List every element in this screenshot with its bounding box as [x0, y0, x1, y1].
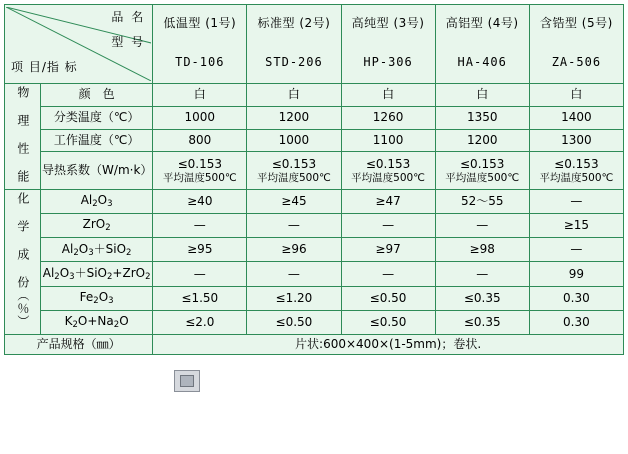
cell-color-1: 白 [153, 84, 247, 107]
column-header-code-4: HA-406 [457, 55, 507, 69]
specification-table [4, 4, 624, 355]
cell-color-4: 白 [435, 84, 529, 107]
column-header-name-2: 标准型 (2号) [257, 16, 331, 30]
cell-k2o-na2o-1: ≤2.0 [153, 310, 247, 334]
table-row [5, 106, 624, 129]
cell-fe2o3-1: ≤1.50 [153, 286, 247, 310]
cell-k2o-na2o-3: ≤0.50 [341, 310, 435, 334]
category-chemical [5, 190, 41, 335]
column-header-code-5: ZA-506 [551, 55, 602, 69]
cell-al2o3-sio2-3: ≥97 [341, 238, 435, 262]
cell-k2o-na2o-4: ≤0.35 [435, 310, 529, 334]
cell-classification-temp-1: 1000 [153, 106, 247, 129]
table-row [5, 286, 624, 310]
cell-color-3: 白 [341, 84, 435, 107]
cell-working-temp-1: 800 [153, 129, 247, 152]
cell-zro2-2: — [247, 214, 341, 238]
table-row [5, 238, 624, 262]
cell-al2o3-3: ≥47 [341, 190, 435, 214]
row-label-fe2o3: $Fe_2O_3$ [41, 286, 153, 310]
image-placeholder-artifact [174, 370, 200, 392]
table-row [5, 262, 624, 286]
table-footer-row [5, 335, 624, 355]
row-label-thermal-conductivity: 导热系数（W/m·k） [41, 152, 153, 190]
cell-thermal-conductivity-2 [247, 152, 341, 190]
header-name-label: 品 名 [111, 10, 146, 24]
row-label-zro2: ZrO$_2$ [41, 214, 153, 238]
cell-al2o3-1: ≥40 [153, 190, 247, 214]
header-model-label: 型 号 [111, 35, 146, 49]
row-label-al2o3: $Al_2O_3$ [41, 190, 153, 214]
cell-thermal-conductivity-1-note: 平均温度500℃ [162, 171, 237, 184]
cell-al2o3-sio2-zro2-5: 99 [529, 262, 623, 286]
cell-al2o3-sio2-zro2-3: — [341, 262, 435, 286]
cell-thermal-conductivity-2-note: 平均温度500℃ [257, 171, 331, 184]
cell-zro2-5: ≥15 [529, 214, 623, 238]
cell-thermal-conductivity-5 [529, 152, 623, 190]
table-row [5, 152, 624, 190]
category-physical-label: 物 理 性 能 [15, 86, 30, 183]
cell-classification-temp-4: 1350 [435, 106, 529, 129]
footer-value: 片状:600×400×(1-5mm)；卷状. [153, 335, 624, 355]
row-label-working-temperature: 工作温度（℃） [41, 129, 153, 152]
table-row [5, 190, 624, 214]
cell-working-temp-3: 1100 [341, 129, 435, 152]
table-row [5, 84, 624, 107]
header-corner-cell [5, 5, 153, 84]
cell-fe2o3-4: ≤0.35 [435, 286, 529, 310]
cell-thermal-conductivity-1-value: ≤0.153 [177, 156, 222, 171]
cell-fe2o3-3: ≤0.50 [341, 286, 435, 310]
table-row [5, 310, 624, 334]
cell-working-temp-4: 1200 [435, 129, 529, 152]
table-row [5, 129, 624, 152]
cell-thermal-conductivity-5-value: ≤0.153 [554, 156, 599, 171]
cell-thermal-conductivity-4-note: 平均温度500℃ [445, 171, 520, 184]
cell-al2o3-sio2-1: ≥95 [153, 238, 247, 262]
column-header-name-3: 高纯型 (3号) [351, 16, 425, 30]
column-header-name-5: 含锆型 (5号) [539, 16, 613, 30]
cell-thermal-conductivity-2-value: ≤0.153 [271, 156, 317, 171]
row-label-classification-temperature: 分类温度（℃） [41, 106, 153, 129]
cell-thermal-conductivity-3-note: 平均温度500℃ [351, 171, 425, 184]
cell-al2o3-sio2-5: — [529, 238, 623, 262]
column-header-name-4: 高铝型 (4号) [445, 16, 519, 30]
cell-fe2o3-5: 0.30 [529, 286, 623, 310]
column-header-1 [153, 5, 247, 84]
cell-zro2-4: — [435, 214, 529, 238]
category-physical [5, 84, 41, 190]
category-chemical-label: 化 学 成 份（％） [15, 192, 30, 328]
row-label-k2o-na2o: $K_2O+Na_2O$ [41, 310, 153, 334]
cell-thermal-conductivity-4 [435, 152, 529, 190]
row-label-al2o3-sio2: $Al_2O_3+SiO_2$ [41, 238, 153, 262]
cell-al2o3-sio2-4: ≥98 [435, 238, 529, 262]
table-header-row [5, 5, 624, 84]
column-header-4 [435, 5, 529, 84]
broken-image-icon [180, 375, 194, 387]
cell-thermal-conductivity-1 [153, 152, 247, 190]
cell-classification-temp-2: 1200 [247, 106, 341, 129]
column-header-code-1: TD-106 [175, 55, 225, 69]
cell-k2o-na2o-2: ≤0.50 [247, 310, 341, 334]
table-row [5, 214, 624, 238]
cell-thermal-conductivity-3-value: ≤0.153 [365, 156, 411, 171]
row-label-color: 颜 色 [41, 84, 153, 107]
cell-classification-temp-5: 1400 [529, 106, 623, 129]
cell-working-temp-5: 1300 [529, 129, 623, 152]
cell-al2o3-sio2-zro2-2: — [247, 262, 341, 286]
cell-k2o-na2o-5: 0.30 [529, 310, 623, 334]
cell-al2o3-4: 52～55 [435, 190, 529, 214]
cell-al2o3-sio2-zro2-4: — [435, 262, 529, 286]
cell-zro2-3: — [341, 214, 435, 238]
cell-al2o3-sio2-zro2-1: — [153, 262, 247, 286]
cell-al2o3-2: ≥45 [247, 190, 341, 214]
cell-classification-temp-3: 1260 [341, 106, 435, 129]
column-header-name-1: 低温型 (1号) [163, 16, 237, 30]
column-header-5 [529, 5, 623, 84]
column-header-code-2: STD-206 [265, 55, 323, 69]
column-header-code-3: HP-306 [363, 55, 413, 69]
header-item-label: 项 目/指 标 [11, 60, 78, 74]
cell-al2o3-sio2-2: ≥96 [247, 238, 341, 262]
cell-color-2: 白 [247, 84, 341, 107]
row-label-al2o3-sio2-zro2: $Al_2O_3+SiO_2+ZrO_2$ [41, 262, 153, 286]
cell-thermal-conductivity-4-value: ≤0.153 [460, 156, 505, 171]
cell-fe2o3-2: ≤1.20 [247, 286, 341, 310]
cell-working-temp-2: 1000 [247, 129, 341, 152]
footer-label: 产品规格（㎜） [5, 335, 153, 355]
cell-zro2-1: — [153, 214, 247, 238]
cell-thermal-conductivity-5-note: 平均温度500℃ [539, 171, 614, 184]
column-header-2 [247, 5, 341, 84]
cell-al2o3-5: — [529, 190, 623, 214]
cell-thermal-conductivity-3 [341, 152, 435, 190]
column-header-3 [341, 5, 435, 84]
cell-color-5: 白 [529, 84, 623, 107]
